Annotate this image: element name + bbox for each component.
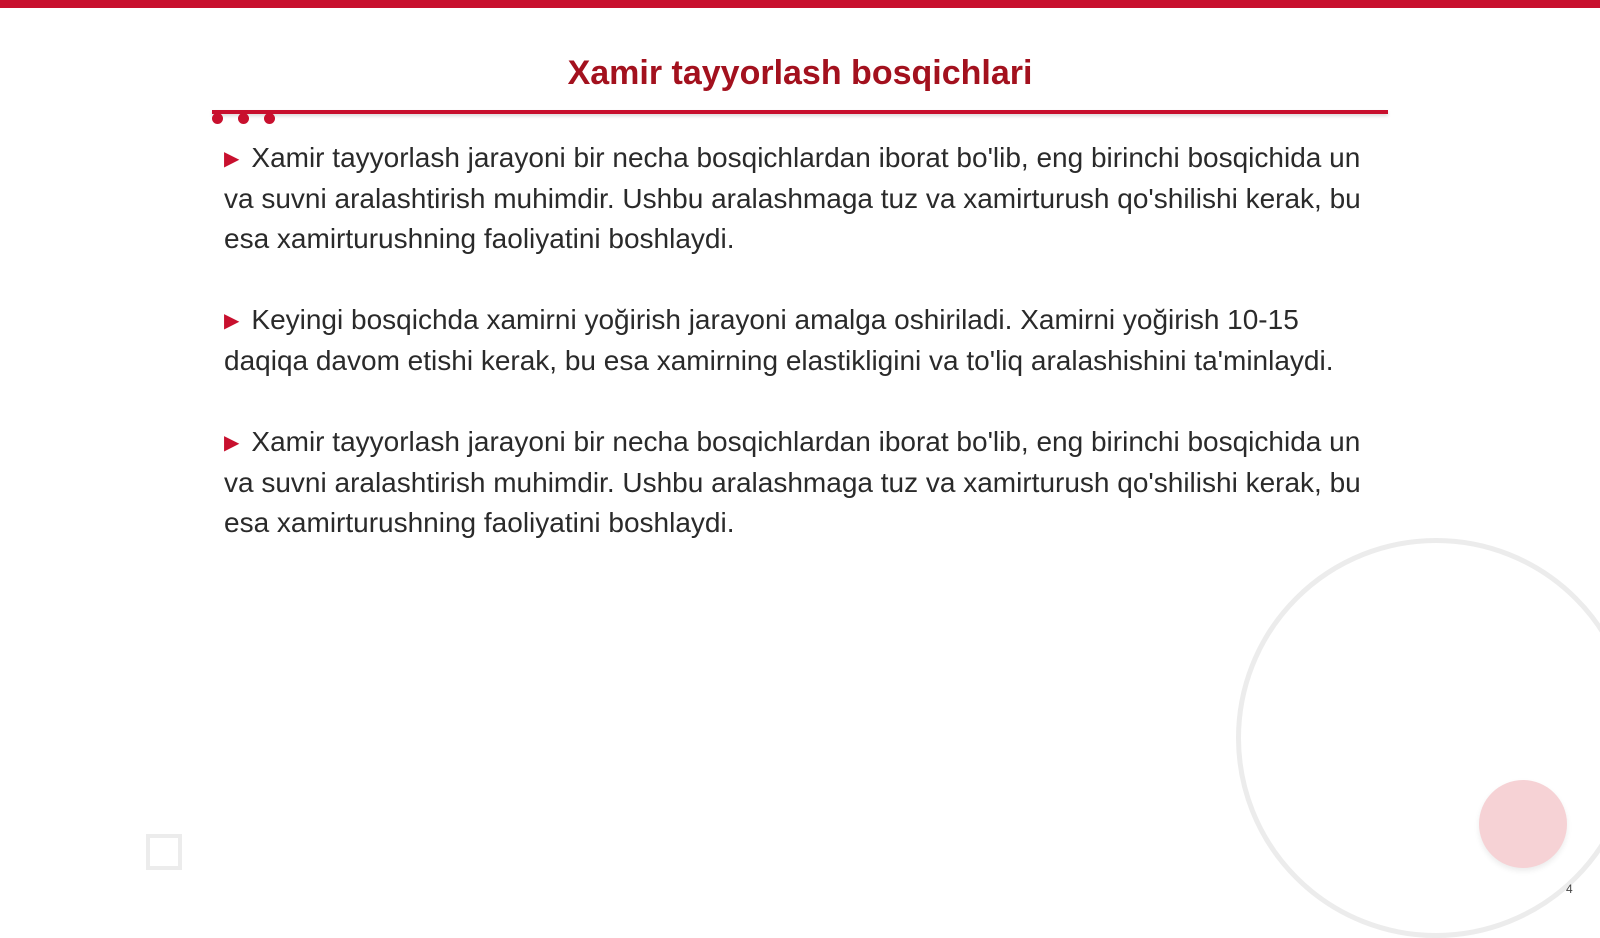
bullet-text: Xamir tayyorlash jarayoni bir necha bosqichlardan iborat bo'lib, eng birinchi bosqichida un va suvni aralashtirish muhimdir. Ushbu aralashmaga tuz va xamirturush qo'shilishi kerak, bu esa xamirturushning faoliyatini boshlaydi. [224,142,1361,254]
title-underline [212,110,1388,114]
decorative-circle-outline [1236,538,1600,938]
underline-dot [212,113,223,124]
decorative-square-outline [146,834,182,870]
triangle-right-icon: ▶ [224,148,240,170]
underline-dot [238,113,249,124]
triangle-right-icon: ▶ [224,432,240,454]
bullet-text: Keyingi bosqichda xamirni yoğirish jarayoni amalga oshiriladi. Xamirni yoğirish 10-15 daqiqa davom etishi kerak, bu esa xamirning elastikligini va to'liq aralashishini ta'minlaydi. [224,304,1334,376]
bullet-list [224,138,1374,584]
page-number: 4 [1566,882,1573,896]
bullet-item [224,422,1374,543]
bullet-text: Xamir tayyorlash jarayoni bir necha bosqichlardan iborat bo'lib, eng birinchi bosqichida un va suvni aralashtirish muhimdir. Ushbu aralashmaga tuz va xamirturush qo'shilishi kerak, bu esa xamirturushning faoliyatini boshlaydi. [224,426,1361,538]
bullet-item [224,138,1374,259]
bullet-item [224,300,1374,381]
decorative-pink-circle [1479,780,1567,868]
slide-title: Xamir tayyorlash bosqichlari [567,54,1033,92]
top-accent-bar [0,0,1600,8]
underline-dot [264,113,275,124]
triangle-right-icon: ▶ [224,310,240,332]
